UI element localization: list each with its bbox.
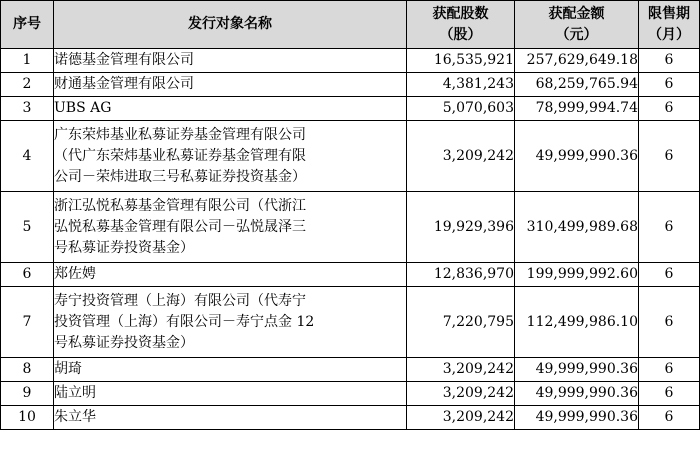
row-number: 9 bbox=[1, 382, 54, 406]
investor-name bbox=[54, 263, 407, 287]
allocated-amount: 49,999,990.36 bbox=[515, 406, 639, 430]
allocated-shares: 12,836,970 bbox=[407, 263, 515, 287]
header-amount: 获配金额 （元） bbox=[515, 1, 639, 49]
investor-name bbox=[54, 121, 407, 192]
allocated-shares: 3,209,242 bbox=[407, 358, 515, 382]
lock-period: 6 bbox=[639, 382, 700, 406]
investor-name-line: 陆立明 bbox=[54, 385, 96, 401]
allocated-amount: 199,999,992.60 bbox=[515, 263, 639, 287]
investor-name-line: （代广东荣炜基业私募证券基金管理有限 bbox=[54, 147, 306, 164]
table-row bbox=[1, 192, 700, 263]
table-row bbox=[1, 97, 700, 121]
row-number: 4 bbox=[1, 121, 54, 192]
table-row bbox=[1, 406, 700, 430]
header-no: 序号 bbox=[1, 1, 54, 49]
row-number: 2 bbox=[1, 73, 54, 97]
table-body bbox=[1, 49, 700, 430]
investor-name-line: 投资管理（上海）有限公司－寿宁点金 12 bbox=[54, 313, 315, 330]
allocated-shares: 5,070,603 bbox=[407, 97, 515, 121]
allocated-amount: 49,999,990.36 bbox=[515, 121, 639, 192]
investor-name-line: 广东荣炜基业私募证券基金管理有限公司 bbox=[54, 126, 306, 143]
allocated-amount: 68,259,765.94 bbox=[515, 73, 639, 97]
allocated-shares: 3,209,242 bbox=[407, 121, 515, 192]
allocated-shares: 3,209,242 bbox=[407, 382, 515, 406]
header-shares: 获配股数 （股） bbox=[407, 1, 515, 49]
investor-name-line: 郑佐娉 bbox=[54, 266, 96, 282]
investor-name bbox=[54, 358, 407, 382]
allocated-shares: 3,209,242 bbox=[407, 406, 515, 430]
row-number: 7 bbox=[1, 287, 54, 358]
row-number: 1 bbox=[1, 49, 54, 73]
investor-name bbox=[54, 97, 407, 121]
investor-name bbox=[54, 287, 407, 358]
investor-name-line: 号私募证券投资基金） bbox=[54, 239, 194, 256]
allocated-shares: 7,220,795 bbox=[407, 287, 515, 358]
allocated-amount: 257,629,649.18 bbox=[515, 49, 639, 73]
table-row bbox=[1, 49, 700, 73]
row-number: 6 bbox=[1, 263, 54, 287]
lock-period: 6 bbox=[639, 263, 700, 287]
row-number: 3 bbox=[1, 97, 54, 121]
table-row bbox=[1, 73, 700, 97]
lock-period: 6 bbox=[639, 73, 700, 97]
investor-name bbox=[54, 382, 407, 406]
allocated-amount: 310,499,989.68 bbox=[515, 192, 639, 263]
lock-period: 6 bbox=[639, 406, 700, 430]
table-row bbox=[1, 382, 700, 406]
investor-name-line: 诺德基金管理有限公司 bbox=[54, 52, 194, 68]
investor-name-line: 浙江弘悦私募基金管理有限公司（代浙江 bbox=[54, 197, 306, 214]
lock-period: 6 bbox=[639, 192, 700, 263]
investor-name-line: 弘悦私募基金管理有限公司－弘悦晟泽三 bbox=[54, 218, 306, 235]
row-number: 5 bbox=[1, 192, 54, 263]
investor-name-line: 号私募证券投资基金） bbox=[54, 334, 194, 351]
header-name: 发行对象名称 bbox=[54, 1, 407, 49]
lock-period: 6 bbox=[639, 49, 700, 73]
row-number: 10 bbox=[1, 406, 54, 430]
header-row bbox=[1, 1, 700, 49]
allocated-amount: 112,499,986.10 bbox=[515, 287, 639, 358]
allocated-shares: 16,535,921 bbox=[407, 49, 515, 73]
table-row bbox=[1, 121, 700, 192]
investor-name bbox=[54, 406, 407, 430]
row-number: 8 bbox=[1, 358, 54, 382]
investor-name bbox=[54, 73, 407, 97]
table-row bbox=[1, 358, 700, 382]
allocated-amount: 49,999,990.36 bbox=[515, 358, 639, 382]
investor-name-line: 财通基金管理有限公司 bbox=[54, 76, 194, 92]
allocated-shares: 4,381,243 bbox=[407, 73, 515, 97]
lock-period: 6 bbox=[639, 121, 700, 192]
lock-period: 6 bbox=[639, 358, 700, 382]
investor-name bbox=[54, 192, 407, 263]
allocated-amount: 78,999,994.74 bbox=[515, 97, 639, 121]
allocated-amount: 49,999,990.36 bbox=[515, 382, 639, 406]
investor-name-line: UBS AG bbox=[54, 100, 112, 116]
lock-period: 6 bbox=[639, 287, 700, 358]
table-row bbox=[1, 287, 700, 358]
investor-name-line: 朱立华 bbox=[54, 409, 96, 425]
header-lock-period: 限售期 （月） bbox=[639, 1, 700, 49]
investor-name-line: 公司－荣炜进取三号私募证券投资基金） bbox=[54, 168, 306, 185]
lock-period: 6 bbox=[639, 97, 700, 121]
investor-name bbox=[54, 49, 407, 73]
investor-name-line: 胡琦 bbox=[54, 361, 82, 377]
investor-name-line: 寿宁投资管理（上海）有限公司（代寿宁 bbox=[54, 292, 306, 309]
table-row bbox=[1, 263, 700, 287]
allocated-shares: 19,929,396 bbox=[407, 192, 515, 263]
